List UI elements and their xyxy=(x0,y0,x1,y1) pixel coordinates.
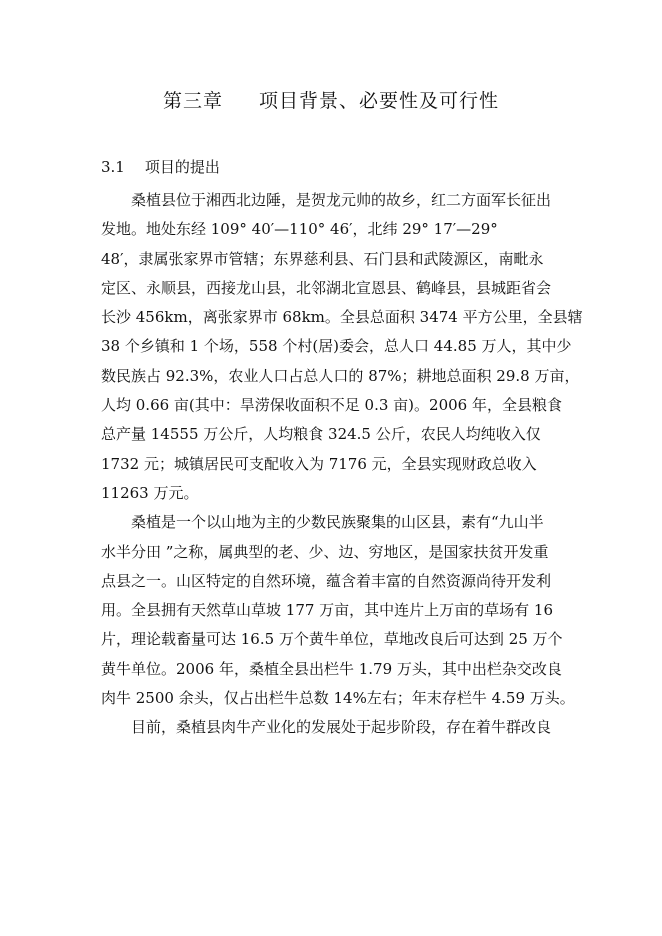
body-text xyxy=(101,186,583,743)
paragraph-line: 黄牛单位。2006 年，桑植全县出栏牛 1.79 万头，其中出栏杂交改良 xyxy=(101,659,562,678)
paragraph-line: 用。全县拥有天然草山草坡 177 万亩，其中连片上万亩的草场有 16 xyxy=(101,601,554,620)
paragraph-line: 定区、永顺县，西接龙山县，北邻湖北宣恩县、鹤峰县，县城距省会 xyxy=(101,278,552,297)
paragraph-resources xyxy=(101,508,575,713)
paragraph-line: 肉牛 2500 余头，仅占出栏牛总数 14%左右；年末存栏牛 4.59 万头。 xyxy=(101,689,575,708)
section-number: 3.1 xyxy=(101,158,125,176)
paragraph-line: 桑植是一个以山地为主的少数民族聚集的山区县，素有“九山半 xyxy=(131,513,544,532)
paragraph-line: 1732 元；城镇居民可支配收入为 7176 元，全县实现财政总收入 xyxy=(101,454,537,473)
paragraph-line: 目前，桑植县肉牛产业化的发展处于起步阶段，存在着牛群改良 xyxy=(131,718,552,737)
paragraph-line: 长沙 456km，离张家界市 68km。全县总面积 3474 平方公里，全县辖 xyxy=(101,308,583,327)
chapter-number: 第三章 xyxy=(162,90,223,112)
paragraph-line: 桑植县位于湘西北边陲，是贺龙元帅的故乡，红二方面军长征出 xyxy=(131,191,552,209)
paragraph-line: 数民族占 92.3%，农业人口占总人口的 87%；耕地总面积 29.8 万亩， xyxy=(101,366,580,385)
paragraph-line: 人均 0.66 亩(其中：旱涝保收面积不足 0.3 亩)。2006 年，全县粮食 xyxy=(101,396,562,415)
chapter-title-text: 项目背景、必要性及可行性 xyxy=(259,90,500,112)
paragraph-current-status xyxy=(101,713,567,742)
paragraph-location xyxy=(101,186,583,508)
paragraph-line: 片，理论载畜量可达 16.5 万个黄牛单位，草地改良后可达到 25 万个 xyxy=(101,630,563,649)
paragraph-line: 总产量 14555 万公斤，人均粮食 324.5 公斤，农民人均纯收入仅 xyxy=(101,425,541,444)
paragraph-line: 38 个乡镇和 1 个场，558 个村(居)委会，总人口 44.85 万人，其中少 xyxy=(101,337,572,356)
paragraph-line: 11263 万元。 xyxy=(101,483,199,502)
section-heading xyxy=(101,156,220,177)
paragraph-line: 发地。地处东经 109° 40′—110° 46′，北纬 29° 17′—29° xyxy=(101,220,498,239)
paragraph-line: 水半分田 ”之称，属典型的老、少、边、穷地区，是国家扶贫开发重 xyxy=(101,542,549,561)
paragraph-line: 48′，隶属张家界市管辖；东界慈利县、石门县和武陵源区，南毗永 xyxy=(101,249,544,268)
chapter-title xyxy=(0,86,662,113)
section-title: 项目的提出 xyxy=(144,158,220,176)
paragraph-line: 点县之一。山区特定的自然环境，蕴含着丰富的自然资源尚待开发利 xyxy=(101,571,552,590)
